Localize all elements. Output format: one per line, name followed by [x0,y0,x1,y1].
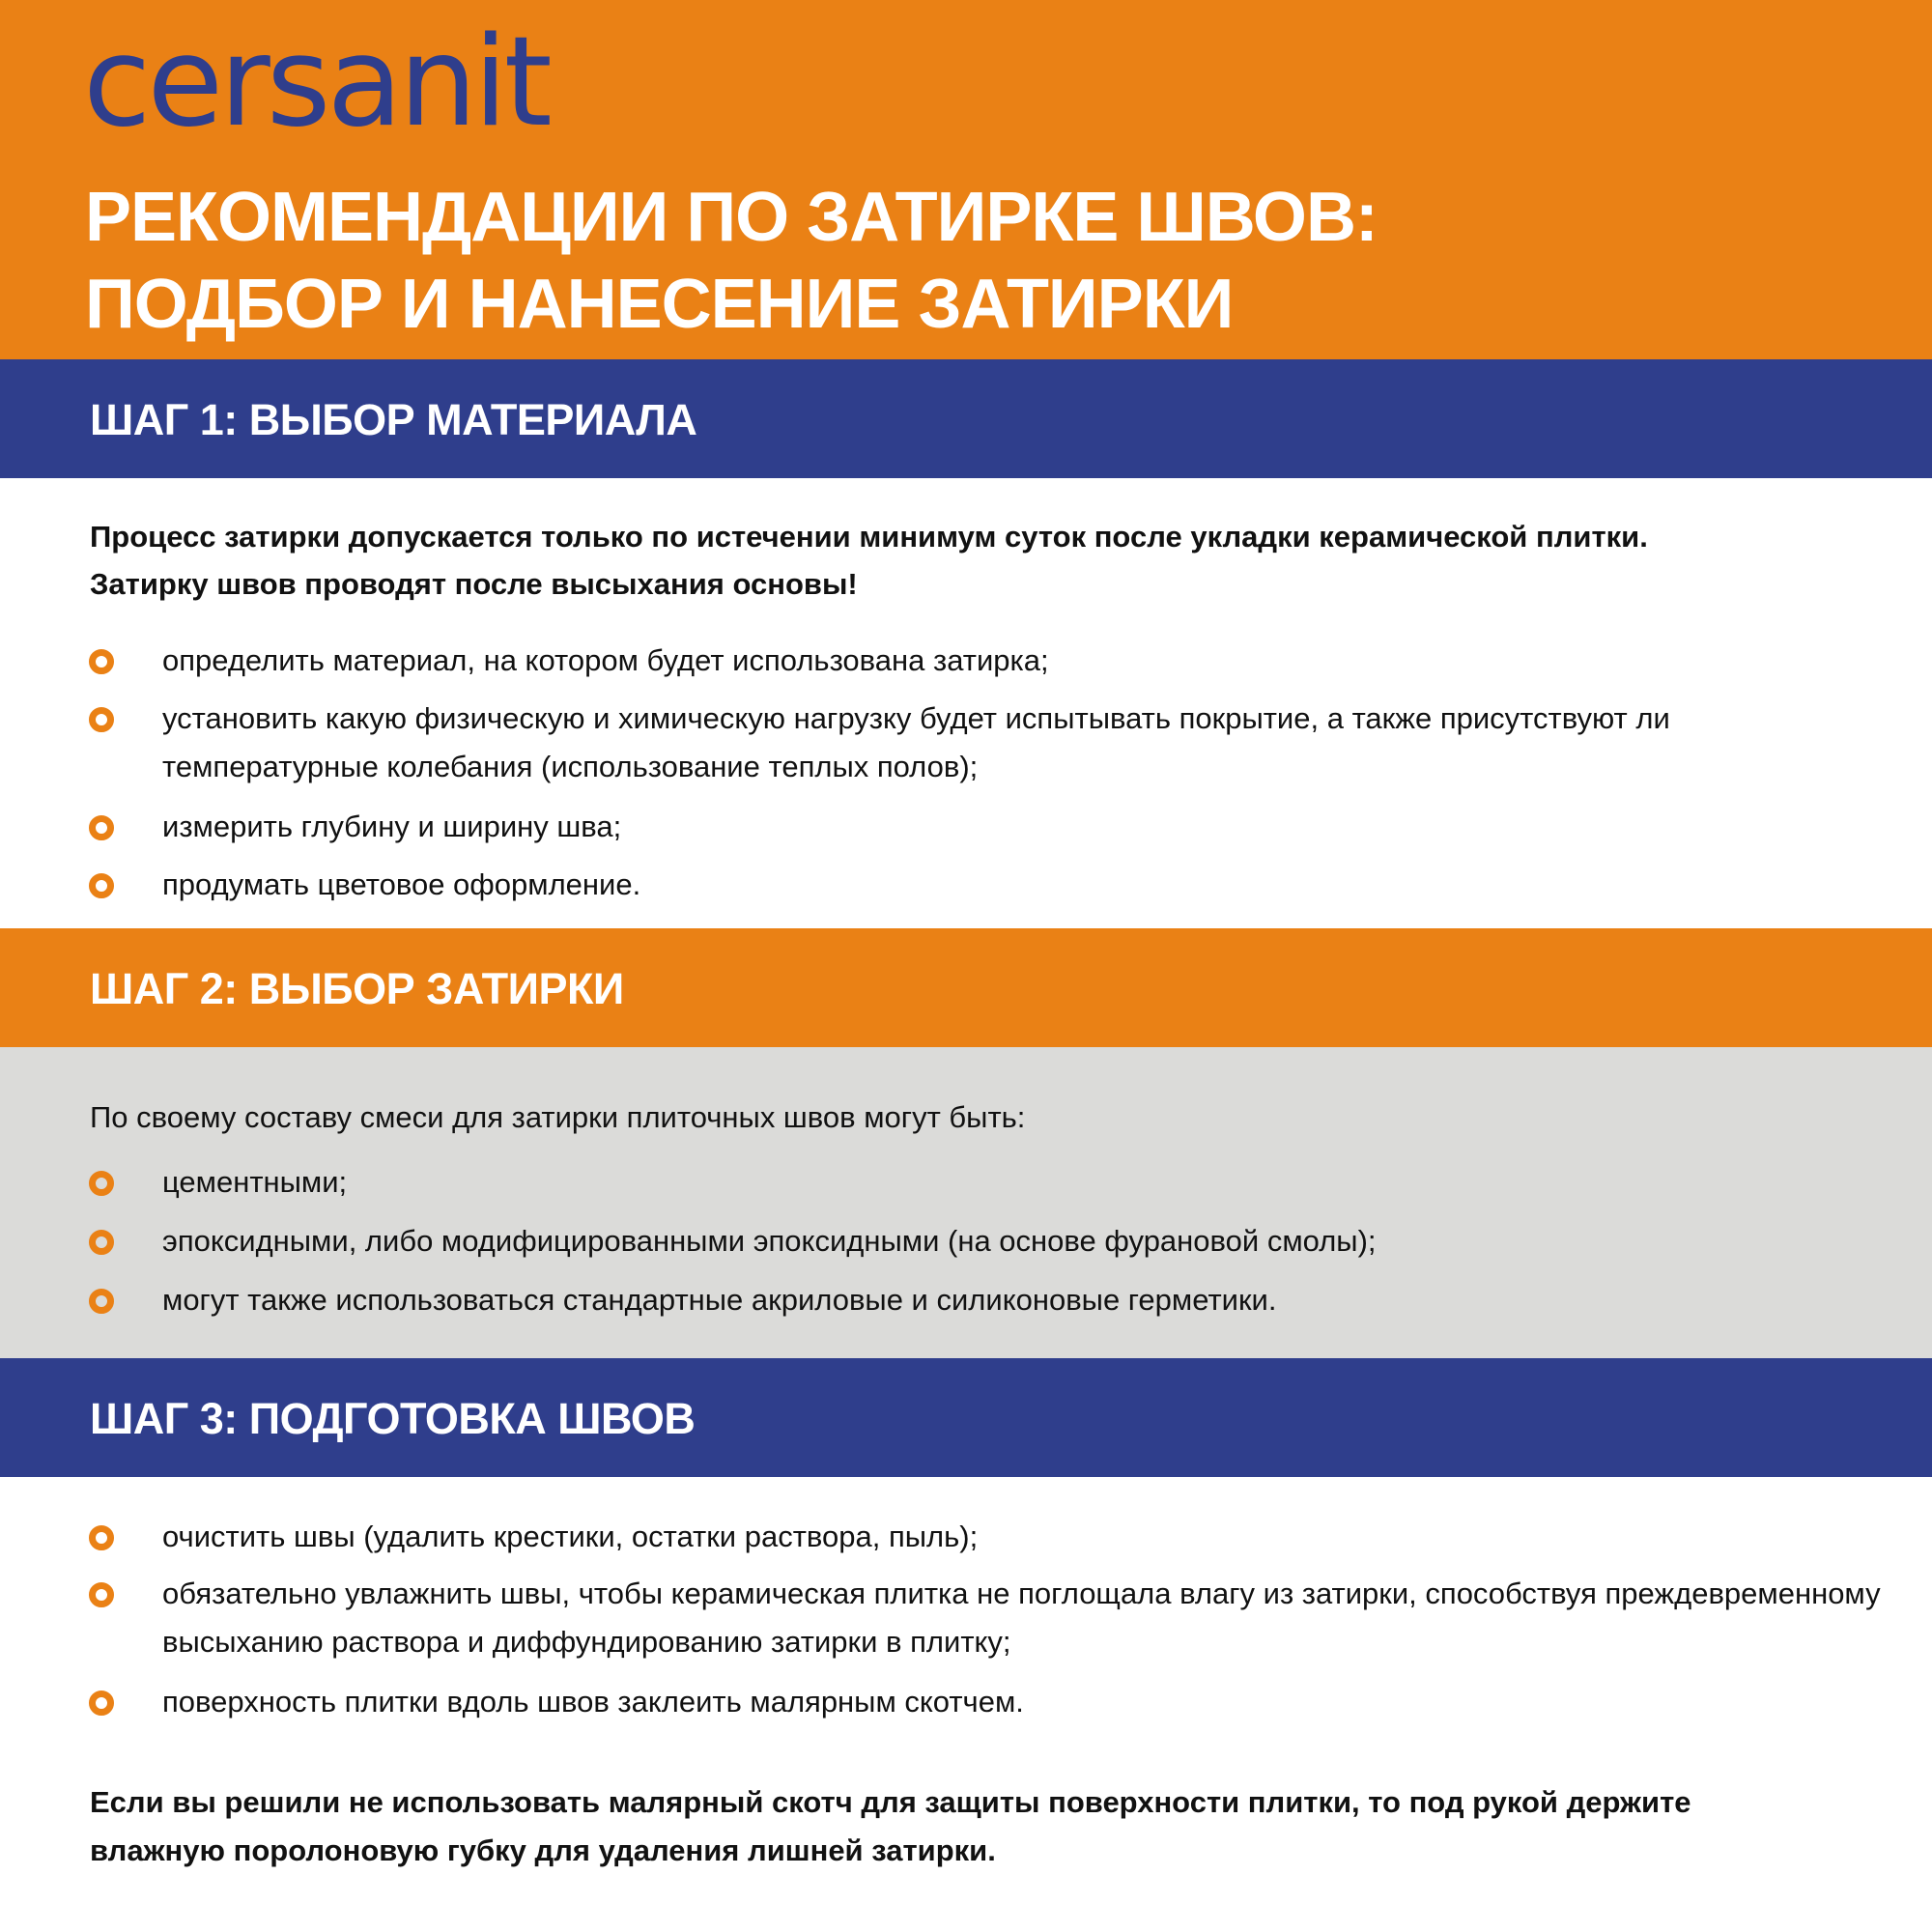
orange-ring-icon [89,1289,114,1314]
step-3-note-line-2: влажную поролоновую губку для удаления лишней затирки. [90,1833,996,1867]
step-3-header [0,1358,1932,1477]
step-1-heading: ШАГ 1: ВЫБОР МАТЕРИАЛА [90,395,697,444]
list-item-text: обязательно увлажнить швы, чтобы керамическая плитка не поглощала влагу из затирки, способствуя преждевременному высыханию раствора и диффундированию затирки в плитку; [162,1577,1881,1659]
step-1-intro-line-1: Процесс затирки допускается только по истечении минимум суток после укладки керамической плитки. [90,520,1648,554]
orange-ring-icon [89,1230,114,1255]
list-item-text: очистить швы (удалить крестики, остатки раствора, пыль); [162,1520,979,1553]
step-2-header [0,928,1932,1047]
page-title [85,174,1378,348]
step-3-section [0,1477,1932,1932]
step-2-section [0,1047,1932,1358]
list-item-text: определить материал, на котором будет использована затирка; [162,643,1049,677]
page-title-line-2: ПОДБОР И НАНЕСЕНИЕ ЗАТИРКИ [85,266,1234,343]
step-1-intro-line-2: Затирку швов проводят после высыхания основы! [90,567,858,601]
step-3-heading: ШАГ 3: ПОДГОТОВКА ШВОВ [90,1394,696,1443]
step-3-note-line-1: Если вы решили не использовать малярный скотч для защиты поверхности плитки, то под рукой держите [90,1785,1691,1819]
list-item-text: могут также использоваться стандартные акриловые и силиконовые герметики. [162,1283,1277,1317]
orange-ring-icon [89,1171,114,1196]
list-item-text: эпоксидными, либо модифицированными эпоксидными (на основе фурановой смолы); [162,1224,1377,1258]
orange-ring-icon [89,1690,114,1716]
orange-ring-icon [89,815,114,840]
list-item-text: поверхность плитки вдоль швов заклеить малярным скотчем. [162,1685,1024,1719]
header-banner [0,0,1932,359]
list-item-text: установить какую физическую и химическую нагрузку будет испытывать покрытие, а также присутствуют ли температурные колебания (использование теплых полов); [162,701,1670,783]
orange-ring-icon [89,873,114,898]
cersanit-logo: cersanit [83,11,549,155]
orange-ring-icon [89,1525,114,1550]
orange-ring-icon [89,707,114,732]
list-item-text: измерить глубину и ширину шва; [162,810,622,843]
step-2-heading: ШАГ 2: ВЫБОР ЗАТИРКИ [90,964,624,1013]
step-2-intro: По своему составу смеси для затирки плиточных швов могут быть: [90,1100,1026,1134]
list-item-text: продумать цветовое оформление. [162,867,641,901]
step-1-header [0,359,1932,478]
orange-ring-icon [89,1582,114,1607]
step-1-section [0,478,1932,928]
page-title-line-1: РЕКОМЕНДАЦИИ ПО ЗАТИРКЕ ШВОВ: [85,179,1378,256]
orange-ring-icon [89,649,114,674]
list-item-text: цементными; [162,1165,348,1199]
